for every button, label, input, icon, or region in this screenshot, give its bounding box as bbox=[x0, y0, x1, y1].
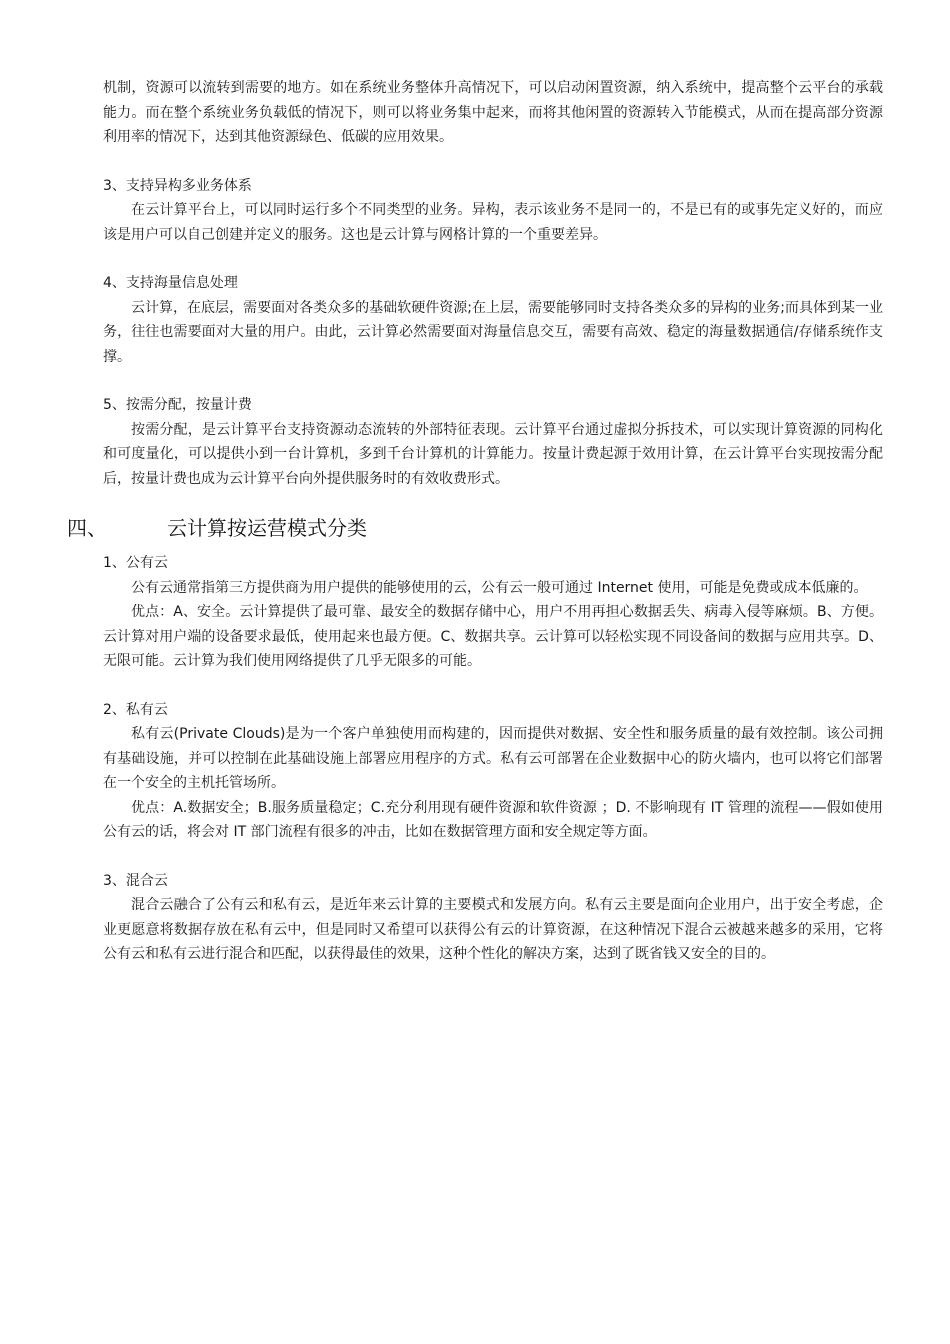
spacer bbox=[103, 369, 883, 393]
private-cloud-body: 私有云(Private Clouds)是为一个客户单独使用而构建的，因而提供对数据、安全性和服务质量的最有效控制。该公司拥有基础设施，并可以控制在此基础设施上部署应用程序的方式。私有云可部署在企业数据中心的防火墙内，也可以将它们部署在一个安全的主机托管场所。 bbox=[103, 726, 883, 791]
private-cloud-block bbox=[103, 698, 883, 845]
section-4-heading bbox=[67, 513, 883, 543]
spacer bbox=[103, 491, 883, 513]
item-4-body: 云计算，在底层，需要面对各类众多的基础软硬件资源;在上层，需要能够同时支持各类众多的异构的业务;而具体到某一业务，往往也需要面对大量的用户。由此，云计算必然需要面对海量信息交互，需要有高效、稳定的海量数据通信/存储系统作支撑。 bbox=[103, 299, 883, 365]
item-4-block bbox=[103, 271, 883, 369]
item-3-block bbox=[103, 174, 883, 248]
section-number: 四、 bbox=[67, 516, 107, 540]
public-cloud-block bbox=[103, 551, 883, 674]
public-cloud-body: 公有云通常指第三方提供商为用户提供的能够使用的云，公有云一般可通过 Internet 使用，可能是免费或成本低廉的。 bbox=[131, 579, 868, 596]
hybrid-cloud-body: 混合云融合了公有云和私有云，是近年来云计算的主要模式和发展方向。私有云主要是面向企业用户，出于安全考虑，企业更愿意将数据存放在私有云中，但是同时又希望可以获得公有云的计算资源，在这种情况下混合云被越来越多的采用，它将公有云和私有云进行混合和匹配，以获得最佳的效果，这种个性化的解决方案，达到了既省钱又安全的目的。 bbox=[103, 897, 883, 962]
item-5-heading: 5、按需分配，按量计费 bbox=[103, 397, 252, 413]
item-4-heading: 4、支持海量信息处理 bbox=[103, 275, 238, 291]
hybrid-cloud-heading: 3、混合云 bbox=[103, 872, 168, 889]
private-cloud-advantages: 优点：A.数据安全；B.服务质量稳定；C.充分利用现有硬件资源和软件资源 ；D. 不影响现有 IT 管理的流程——假如使用公有云的话，将会对 IT 部门流程有很多的冲击，比如在数据管理方面和安全规定等方面。 bbox=[103, 799, 883, 840]
public-cloud-heading: 1、公有云 bbox=[103, 555, 168, 571]
item-3-heading: 3、支持异构多业务体系 bbox=[103, 177, 252, 194]
hybrid-cloud-block bbox=[103, 869, 883, 967]
intro-continuation-paragraph: 机制，资源可以流转到需要的地方。如在系统业务整体升高情况下，可以启动闲置资源，纳入系统中，提高整个云平台的承载能力。而在整个系统业务负载低的情况下，则可以将业务集中起来，而将其他闲置的资源转入节能模式，从而在提高部分资源利用率的情况下，达到其他资源绿色、低碳的应用效果。 bbox=[103, 80, 883, 145]
document-page bbox=[67, 76, 883, 967]
item-3-body: 在云计算平台上，可以同时运行多个不同类型的业务。异构，表示该业务不是同一的，不是已有的或事先定义好的，而应该是用户可以自己创建并定义的服务。这也是云计算与网格计算的一个重要差异。 bbox=[103, 202, 883, 243]
spacer bbox=[103, 845, 883, 869]
section-title: 云计算按运营模式分类 bbox=[167, 516, 367, 540]
spacer bbox=[103, 674, 883, 698]
private-cloud-heading: 2、私有云 bbox=[103, 701, 168, 718]
item-5-body: 按需分配，是云计算平台支持资源动态流转的外部特征表现。云计算平台通过虚拟分拆技术，可以实现计算资源的同构化和可度量化，可以提供小到一台计算机，多到千台计算机的计算能力。按量计费起源于效用计算，在云计算平台实现按需分配后，按量计费也成为云计算平台向外提供服务时的有效收费形式。 bbox=[103, 421, 883, 487]
public-cloud-advantages: 优点：A、安全。云计算提供了最可靠、最安全的数据存储中心，用户不用再担心数据丢失、病毒入侵等麻烦。B、方便。云计算对用户端的设备要求最低，使用起来也最方便。C、数据共享。云计算可以轻松实现不同设备间的数据与应用共享。D、无限可能。云计算为我们使用网络提供了几乎无限多的可能。 bbox=[103, 604, 883, 669]
spacer bbox=[103, 247, 883, 271]
item-5-block bbox=[103, 393, 883, 491]
spacer bbox=[103, 543, 883, 551]
spacer bbox=[103, 150, 883, 174]
